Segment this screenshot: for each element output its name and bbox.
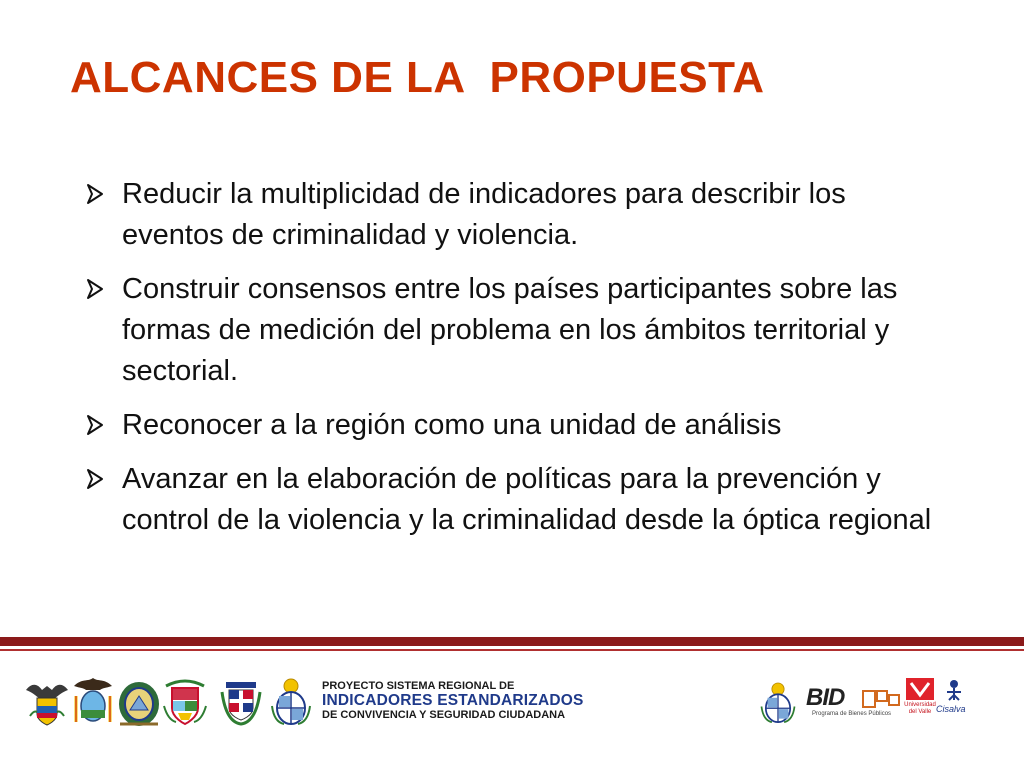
cisalva-text: Cisalva [936, 704, 966, 714]
cisalva-icon [936, 678, 972, 704]
uruguay-coat-of-arms-icon [758, 680, 798, 726]
bullet-item [84, 174, 944, 256]
bullet-text: Construir consensos entre los países participantes sobre las formas de medición del problema en los ámbitos territorial y sectorial. [122, 273, 898, 387]
bullet-item [84, 459, 944, 541]
bullet-item [84, 269, 944, 392]
bullet-list [84, 174, 944, 554]
bullet-text: Reconocer a la región como una unidad de análisis [122, 409, 782, 441]
bid-boxes-icon [862, 688, 902, 710]
bullet-text: Reducir la multiplicidad de indicadores para describir los eventos de criminalidad y violencia. [122, 178, 846, 251]
bid-logo [806, 684, 902, 722]
universidad-del-valle-logo [904, 678, 936, 728]
bullet-text: Avanzar en la elaboración de políticas para la prevención y control de la violencia y la criminalidad desde la óptica regional [122, 463, 932, 536]
universidad-del-valle-text: Universidad del Valle [904, 702, 936, 715]
arrow-bullet-icon [84, 468, 106, 490]
dominican-republic-coat-of-arms-icon [218, 676, 264, 728]
universidad-del-valle-icon [906, 678, 934, 700]
uruguay-coat-of-arms-icon [268, 676, 314, 728]
peru-coat-of-arms-icon [162, 676, 208, 728]
footer-divider-thick [0, 637, 1024, 646]
project-line-1: PROYECTO SISTEMA REGIONAL DE [322, 680, 515, 692]
project-name-block [322, 680, 584, 721]
arrow-bullet-icon [84, 183, 106, 205]
slide-title: ALCANCES DE LA PROPUESTA [70, 53, 765, 102]
project-line-2: INDICADORES ESTANDARIZADOS [322, 692, 584, 710]
project-line-3: DE CONVIVENCIA Y SEGURIDAD CIUDADANA [322, 709, 566, 722]
bid-subtitle: Programa de Bienes Públicos [812, 711, 892, 717]
footer-divider-thin [0, 649, 1024, 651]
ecuador-coat-of-arms-icon [70, 676, 116, 728]
honduras-coat-of-arms-icon [116, 676, 162, 728]
bid-logo-text: BID [806, 684, 845, 711]
arrow-bullet-icon [84, 278, 106, 300]
arrow-bullet-icon [84, 414, 106, 436]
cisalva-logo [936, 678, 972, 728]
bullet-item [84, 405, 944, 446]
colombia-coat-of-arms-icon [24, 676, 70, 728]
